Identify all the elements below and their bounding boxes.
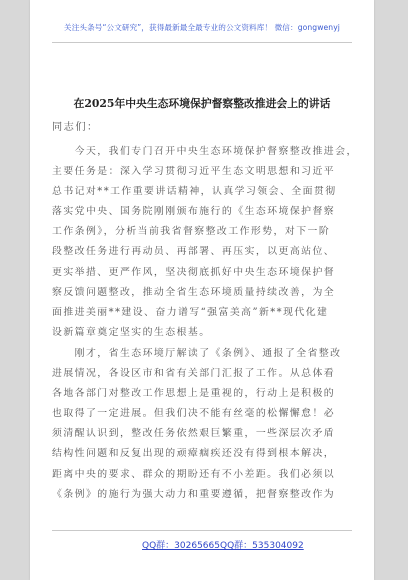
paragraph-1 bbox=[52, 142, 358, 343]
paragraph-line: 须清醒认识到，整改任务依然艰巨繁重，一些深层次矛盾 bbox=[52, 428, 336, 440]
footer-qq-group-1[interactable]: QQ群：30265665 bbox=[142, 541, 220, 551]
paragraph-2 bbox=[52, 344, 358, 505]
footer-qq-group-2[interactable]: QQ群：535304092 bbox=[220, 541, 304, 551]
paragraph-line: 今天，我们专门召开中央生态环境保护督察整改推进会， bbox=[52, 146, 358, 157]
paragraph-line: 《条例》的施行为强大动力和重要遵循，把督察整改作为 bbox=[52, 488, 336, 500]
paragraph-line: 段整改任务进行再动员、再部署、再压实，以更高站位、 bbox=[52, 246, 336, 258]
paragraph-line: 落实党中央、国务院刚刚颁布施行的《生态环境保护督察 bbox=[52, 206, 336, 218]
header-banner: 关注头条号“公文研究”，获得最新最全最专业的公文资料库！ 微信：gongwenyj bbox=[64, 23, 340, 32]
document-title: 在2025年中央生态环境保护督察整改推进会上的讲话 bbox=[73, 97, 331, 110]
paragraph-line: 也取得了一定进展。但我们决不能有丝毫的松懈懈怠！必 bbox=[52, 408, 336, 420]
header-divider bbox=[52, 42, 352, 43]
footer-divider bbox=[52, 530, 352, 531]
paragraph-line: 更实举措、更严作风，坚决彻底抓好中央生态环境保护督 bbox=[52, 266, 336, 278]
salutation: 同志们： bbox=[52, 122, 99, 133]
paragraph-line: 工作条例》，分析当前我省督察整改工作形势，对下一阶 bbox=[52, 226, 331, 238]
paragraph-line: 距离中央的要求、群众的期盼还有不小差距。我们必须以 bbox=[52, 468, 336, 480]
document-page bbox=[30, 0, 374, 580]
paragraph-line: 设新篇章奠定坚实的生态根基。 bbox=[52, 326, 211, 338]
paragraph-line: 察反馈问题整改，推动全省生态环境质量持续改善，为全 bbox=[52, 286, 336, 298]
paragraph-line: 结构性问题和反复出现的顽瘴痼疾还没有得到根本解决， bbox=[52, 448, 336, 460]
paragraph-line: 主要任务是：深入学习贯彻习近平生态文明思想和习近平 bbox=[52, 166, 336, 178]
paragraph-line: 面推进美丽**建设、奋力谱写“强富美高”新**现代化建 bbox=[52, 306, 329, 318]
paragraph-line: 刚才，省生态环境厅解读了《条例》、通报了全省整改 bbox=[52, 348, 342, 359]
paragraph-line: 总书记对**工作重要讲话精神，认真学习领会、全面贯彻 bbox=[52, 186, 337, 198]
paragraph-line: 各地各部门对整改工作思想上是重视的，行动上是积极的 bbox=[52, 388, 336, 400]
paragraph-line: 进展情况，各设区市和省有关部门汇报了工作。从总体看 bbox=[52, 368, 336, 380]
